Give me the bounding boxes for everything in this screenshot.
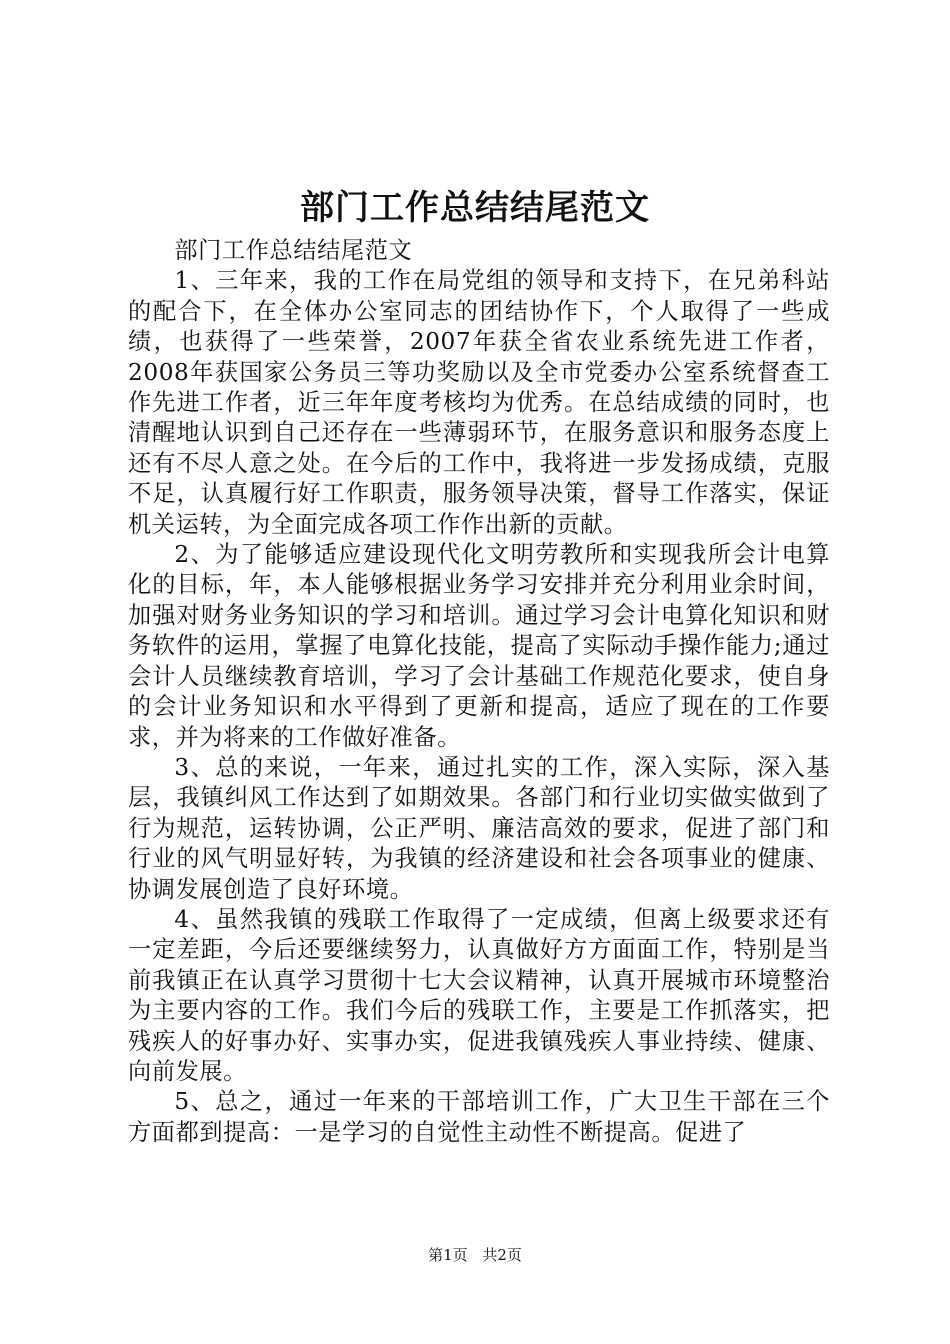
page-footer (0, 1245, 950, 1265)
paragraph-5: 5、总之，通过一年来的干部培训工作，广大卫生干部在三个方面都到提高：一是学习的自觉性主动性不断提高。促进了 (128, 1088, 830, 1146)
paragraph-subtitle: 部门工作总结结尾范文 (174, 237, 413, 264)
page-number-current: 第1页 (428, 1246, 468, 1264)
page-number-total: 共2页 (482, 1246, 522, 1264)
document-title: 部门工作总结结尾范文 (300, 188, 650, 228)
document-body (128, 236, 830, 1148)
paragraph-3: 3、总的来说，一年来，通过扎实的工作，深入实际，深入基层，我镇纠风工作达到了如期效果。各部门和行业切实做实做到了行为规范，运转协调，公正严明、廉洁高效的要求，促进了部门和行业的风气明显好转，为我镇的经济建设和社会各项事业的健康、协调发展创造了良好环境。 (128, 753, 830, 903)
paragraph-2: 2、为了能够适应建设现代化文明劳教所和实现我所会计电算化的目标，年，本人能够根据业务学习安排并充分利用业余时间，加强对财务业务知识的学习和培训。通过学习会计电算化知识和财务软件的运用，掌握了电算化技能，提高了实际动手操作能力;通过会计人员继续教育培训，学习了会计基础工作规范化要求，使自身的会计业务知识和水平得到了更新和提高，适应了现在的工作要求，并为将来的工作做好准备。 (128, 541, 830, 751)
paragraph-4: 4、虽然我镇的残联工作取得了一定成绩，但离上级要求还有一定差距，今后还要继续努力，认真做好方方面面工作，特别是当前我镇正在认真学习贯彻十七大会议精神，认真开展城市环境整治为主要内容的工作。我们今后的残联工作，主要是工作抓落实，把残疾人的好事办好、实事办实，促进我镇残疾人事业持续、健康、向前发展。 (128, 905, 830, 1085)
paragraph-1: 1、三年来，我的工作在局党组的领导和支持下，在兄弟科站的配合下，在全体办公室同志的团结协作下，个人取得了一些成绩，也获得了一些荣誉，2007年获全省农业系统先进工作者，2008年获国家公务员三等功奖励以及全市党委办公室系统督查工作先进工作者，近三年年度考核均为优秀。在总结成绩的同时，也清醒地认识到自己还存在一些薄弱环节，在服务意识和服务态度上还有不尽人意之处。在今后的工作中，我将进一步发扬成绩，克服不足，认真履行好工作职责，服务领导决策，督导工作落实，保证机关运转，为全面完成各项工作作出新的贡献。 (128, 267, 830, 538)
